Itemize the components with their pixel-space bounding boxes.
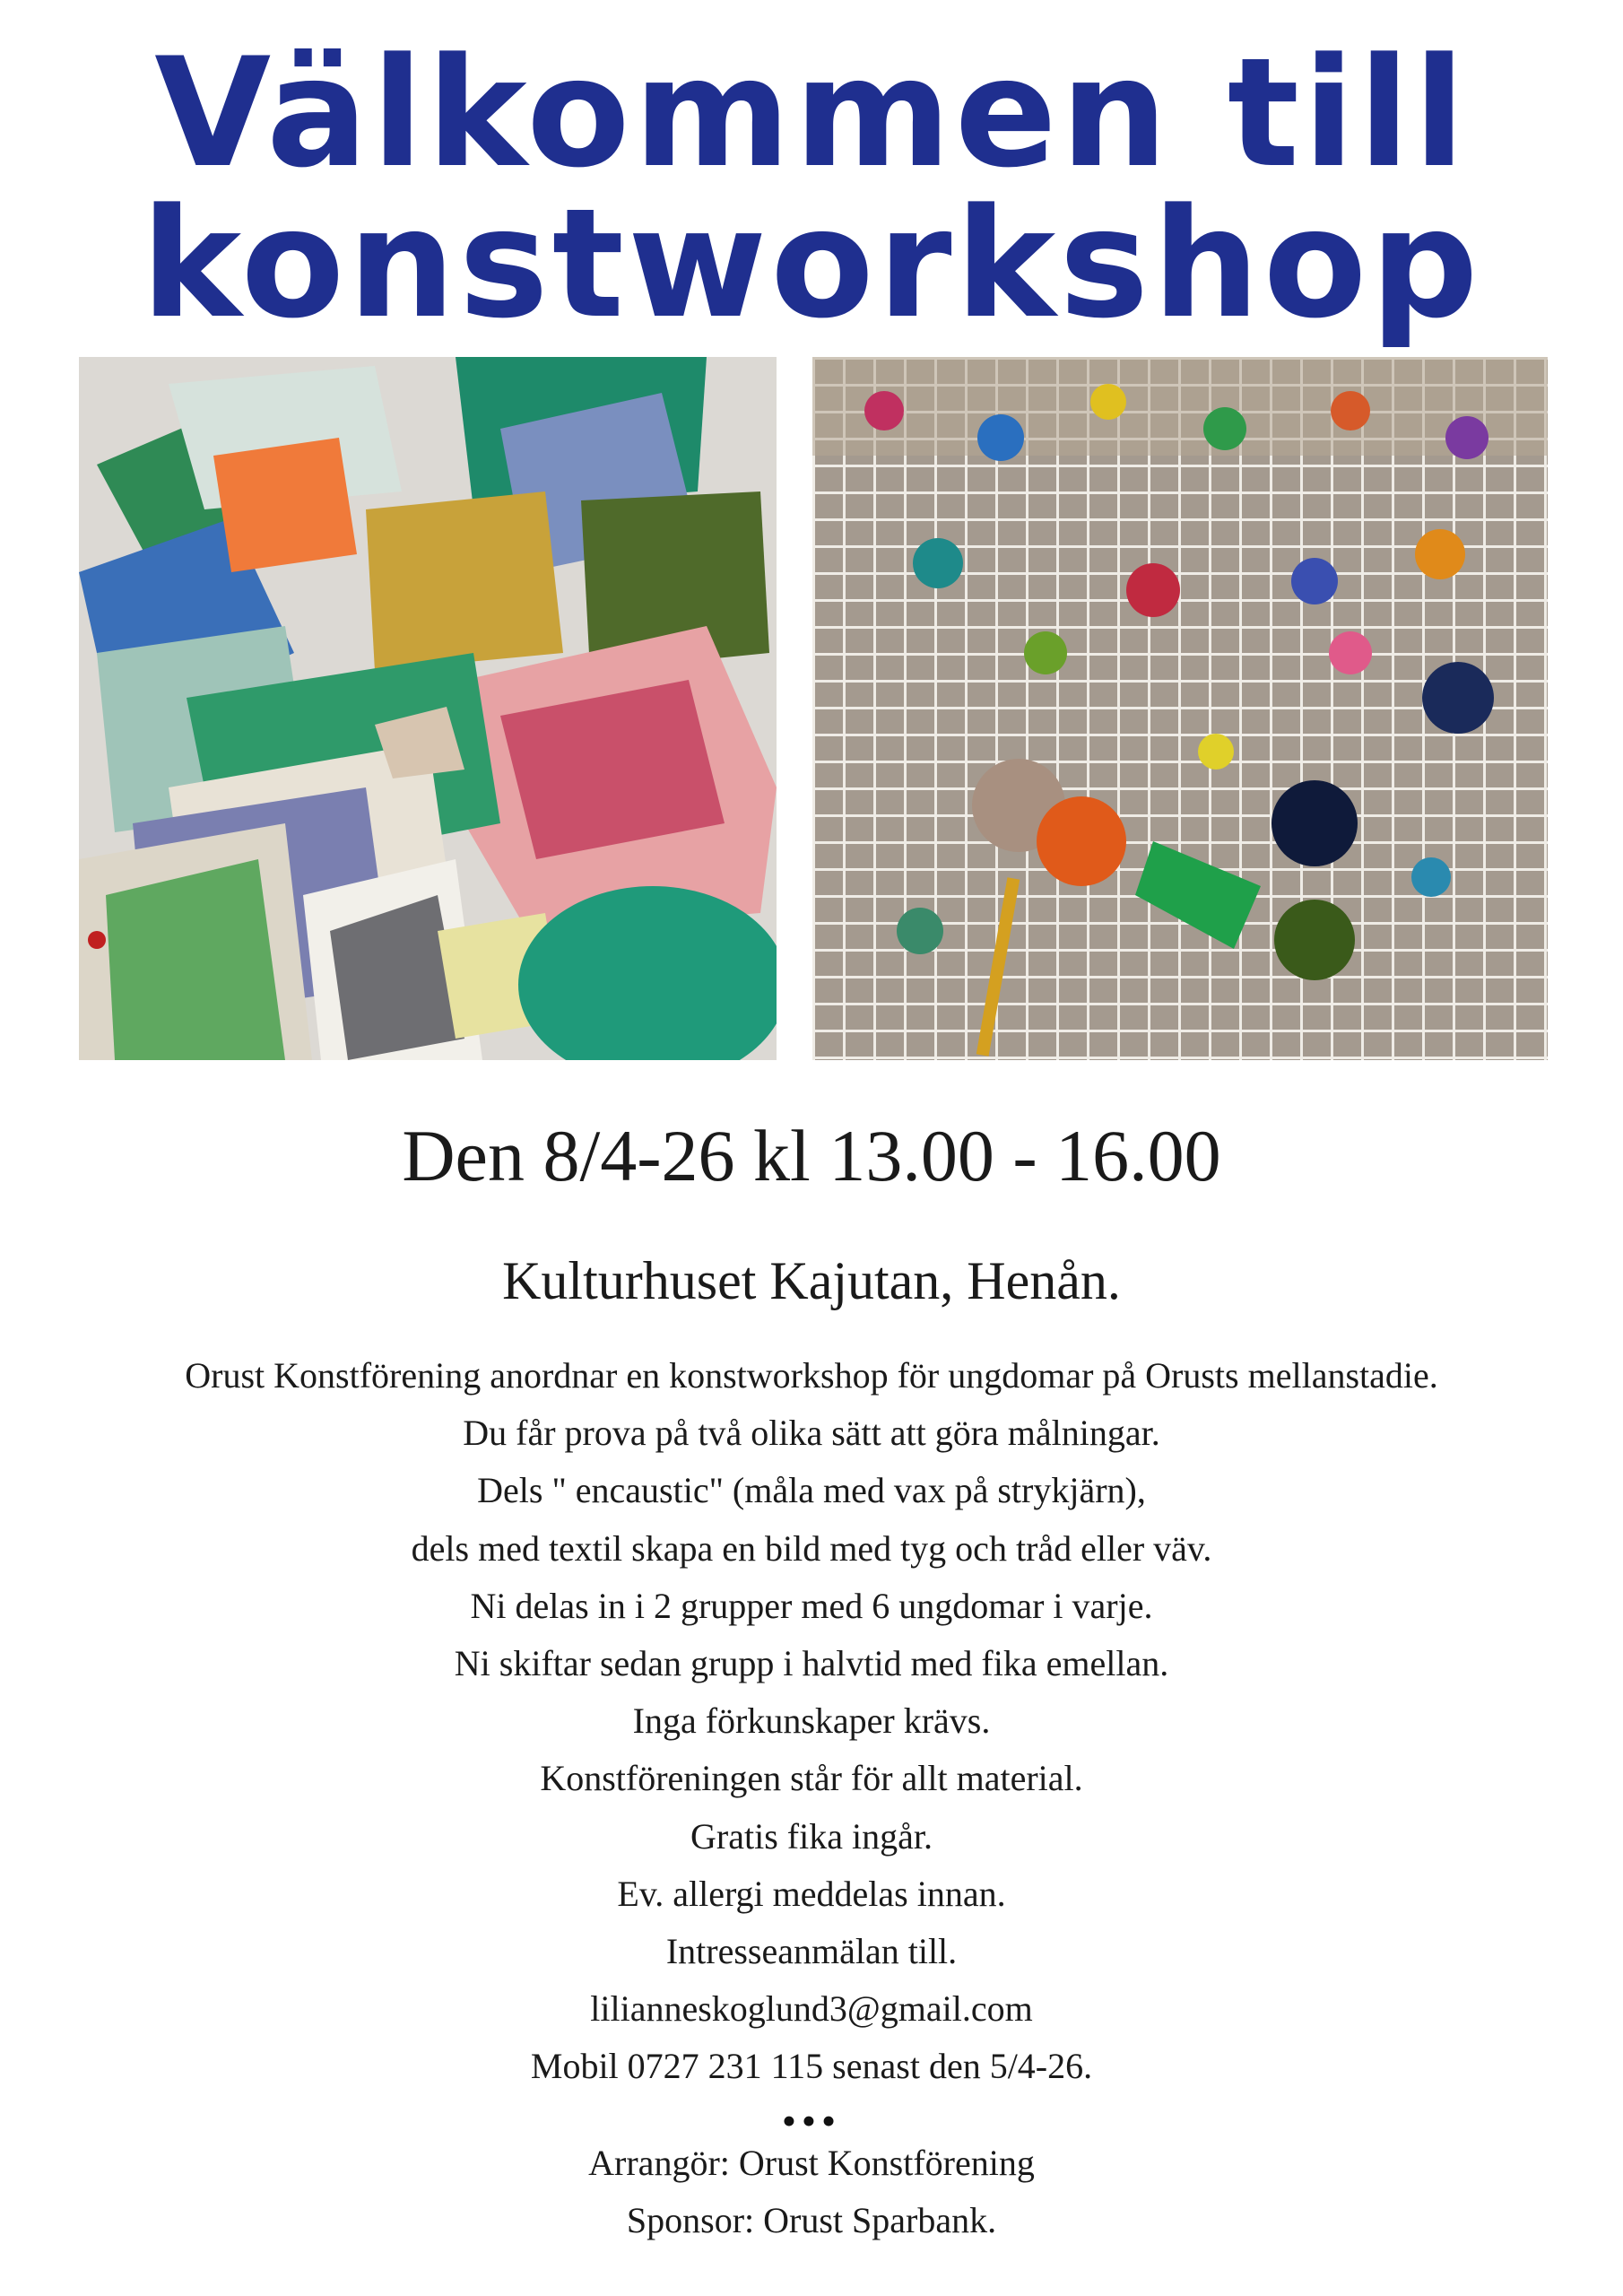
event-date-time: Den 8/4-26 kl 13.00 - 16.00	[402, 1115, 1221, 1196]
contact-phone: Mobil 0727 231 115 senast den 5/4-26.	[530, 2046, 1093, 2087]
description-line: Du får prova på två olika sätt att göra målningar.	[463, 1413, 1160, 1454]
description-line: Gratis fika ingår.	[690, 1815, 933, 1857]
contact-email: lilianneskoglund3@gmail.com	[590, 1988, 1033, 2030]
event-venue: Kulturhuset Kajutan, Henån.	[502, 1251, 1121, 1310]
description-line: Orust Konstförening anordnar en konstworkshop för ungdomar på Orusts mellanstadie.	[185, 1355, 1438, 1396]
description-line: Ni skiftar sedan grupp i halvtid med fika emellan.	[454, 1643, 1169, 1684]
description-line: Ev. allergi meddelas innan.	[617, 1873, 1006, 1914]
organizer-text: Arrangör: Orust Konstförening	[588, 2143, 1035, 2183]
footer	[0, 2135, 1623, 2249]
title-line-1: Välkommen till	[154, 25, 1469, 201]
title-line-2: konstworkshop	[141, 176, 1482, 352]
textile-weaving-photo	[812, 357, 1548, 1060]
separator-dots: •••	[781, 2098, 842, 2144]
description-line: Intresseanmälan till.	[665, 1931, 958, 1972]
description-line: Ni delas in i 2 grupper med 6 ungdomar i varje.	[470, 1585, 1153, 1626]
description-line: Dels " encaustic" (måla med vax på strykjärn),	[477, 1470, 1146, 1511]
description-line: Konstföreningen står för allt material.	[540, 1758, 1083, 1799]
event-description	[0, 1347, 1623, 2096]
sponsor-text: Sponsor: Orust Sparbank.	[626, 2200, 997, 2240]
description-line: dels med textil skapa en bild med tyg och tråd eller väv.	[411, 1527, 1212, 1569]
description-line: Inga förkunskaper krävs.	[632, 1700, 991, 1742]
encaustic-paintings-photo	[79, 357, 777, 1060]
